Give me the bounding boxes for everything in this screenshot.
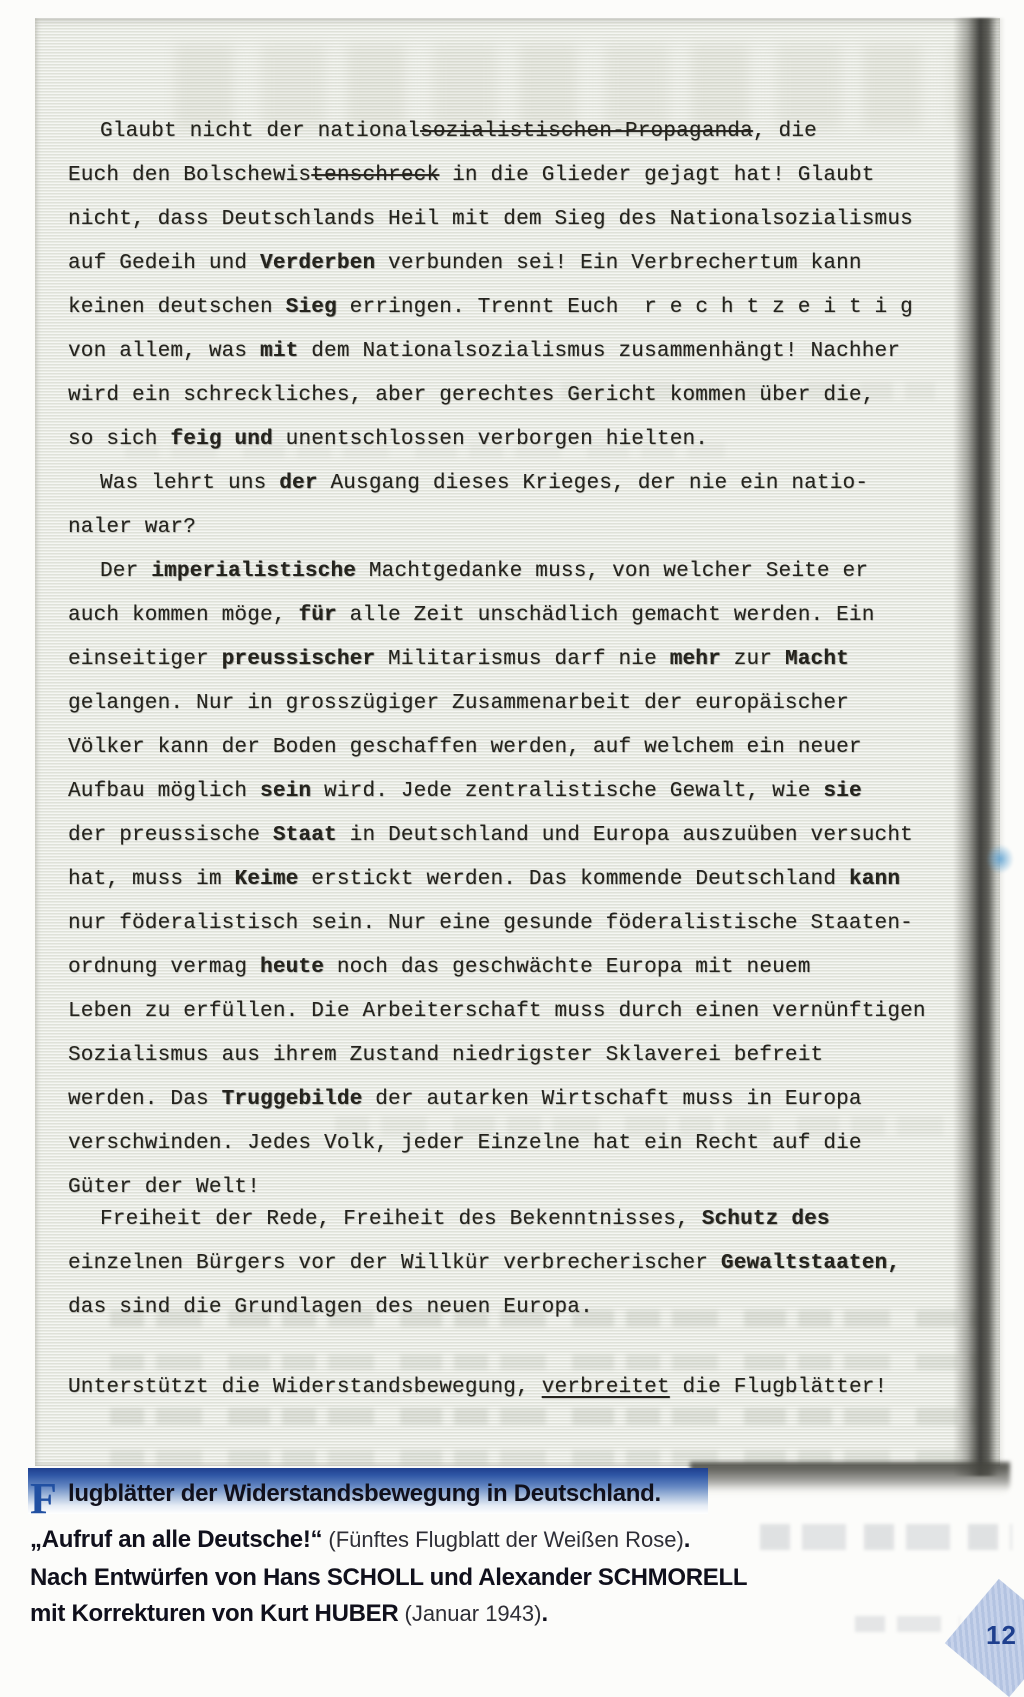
typed-text: sie (823, 780, 862, 803)
typed-text: Truggebilde (221, 1088, 363, 1111)
leaflet-line (68, 110, 948, 154)
typed-text: Völker kann der Boden geschaffen werden, auf welchem ein neuer (68, 736, 862, 759)
leaflet-bottom-shadow (690, 1462, 1010, 1496)
typed-text: nicht, dass Deutschlands Heil mit dem Sieg des Nationalsozialismus (68, 208, 913, 231)
typed-text: keinen deutschen (68, 296, 286, 319)
leaflet-line (68, 550, 948, 594)
typed-text: Macht (784, 648, 849, 671)
leaflet-line (68, 770, 948, 814)
leaflet-line (68, 814, 948, 858)
caption-title (30, 1474, 661, 1523)
leaflet-line (68, 682, 948, 726)
leaflet-line (68, 902, 948, 946)
typed-text: die Flugblätter! (669, 1376, 888, 1399)
leaflet-text (68, 110, 948, 1410)
caption-subtitle-light: (Fünftes Flugblatt der Weißen Rose) (322, 1527, 684, 1552)
caption-credit-light: (Januar 1943) (398, 1601, 542, 1626)
leaflet-line (68, 330, 948, 374)
caption-subtitle-bold: „Aufruf an alle Deutsche!“ (30, 1526, 323, 1553)
typed-text: auch kommen möge, (68, 604, 299, 627)
show-through-ghost (110, 1408, 978, 1425)
typed-text: Sieg (285, 296, 337, 319)
typed-text: wird ein schreckliches, aber gerechtes Gericht kommen über die, (68, 384, 875, 407)
leaflet-line (68, 462, 948, 506)
typed-text: imperialistische (151, 560, 357, 583)
typed-text: noch das geschwächte Europa mit neuem (324, 956, 811, 979)
leaflet-line (68, 1242, 948, 1286)
struck-text: tenschreck (311, 164, 440, 187)
typed-text: Sozialismus aus ihrem Zustand niedrigster Sklaverei befreit (68, 1044, 824, 1067)
leaflet-line (68, 506, 948, 550)
typed-text: erstickt werden. Das kommende Deutschland (298, 868, 849, 891)
typed-text: der autarken Wirtschaft muss in Europa (362, 1088, 862, 1111)
typed-text: Keime (234, 868, 299, 891)
typed-text: , die (752, 120, 817, 143)
leaflet-line (68, 638, 948, 682)
typed-text: verbunden sei! Ein Verbrechertum kann (375, 252, 862, 275)
blue-margin-mark (986, 844, 1014, 874)
typed-text: Was lehrt uns (100, 472, 280, 495)
typed-text: Machtgedanke muss, von welcher Seite er (356, 560, 869, 583)
leaflet-line (68, 1286, 948, 1330)
typed-text: Glaubt nicht der national (100, 120, 421, 143)
caption-title-text: lugblätter der Widerstandsbewegung in Deutschland. (68, 1480, 661, 1507)
typed-text: nur föderalistisch sein. Nur eine gesunde föderalistische Staaten- (68, 912, 913, 935)
typed-text: zur (720, 648, 785, 671)
leaflet-line (68, 594, 948, 638)
typed-text: Ausgang dieses Krieges, der nie ein natio- (317, 472, 869, 495)
caption-subtitle-end: . (683, 1526, 691, 1553)
caption-authors: Nach Entwürfen von Hans SCHOLL und Alexander SCHMORELL (30, 1564, 748, 1591)
leaflet-line (68, 1122, 948, 1166)
typed-text: preussischer (221, 648, 376, 671)
typed-text: dem Nationalsozialismus zusammenhängt! Nachher (298, 340, 901, 363)
typed-text: auf Gedeih und (68, 252, 261, 275)
typed-text: werden. Das (68, 1088, 222, 1111)
typed-text: das sind die Grundlagen des neuen Europa. (68, 1296, 593, 1319)
typed-text: naler war? (68, 516, 197, 539)
leaflet-line (68, 946, 948, 990)
typed-text: Aufbau möglich (68, 780, 261, 803)
show-through-ghost (855, 1616, 960, 1632)
typed-text: Gewaltstaaten, (720, 1252, 901, 1275)
typed-text: hat, muss im (68, 868, 235, 891)
leaflet-line (68, 1078, 948, 1122)
caption-subtitle (30, 1526, 690, 1554)
typed-text: ordnung vermag (68, 956, 261, 979)
leaflet-line (68, 374, 948, 418)
caption-initial: F (30, 1474, 57, 1523)
leaflet-line (68, 286, 948, 330)
typed-text: mehr (669, 648, 721, 671)
typed-text: für (298, 604, 337, 627)
typed-text: in Deutschland und Europa auszuüben versucht (336, 824, 913, 847)
typed-text: Staat (272, 824, 337, 847)
typed-text: einzelnen Bürgers vor der Willkür verbrecherischer (68, 1252, 721, 1275)
typed-text: unentschlossen verborgen hielten. (272, 428, 709, 451)
typed-text: alle Zeit unschädlich gemacht werden. Ein (336, 604, 875, 627)
typed-text: Freiheit der Rede, Freiheit des Bekenntnisses, (100, 1208, 702, 1231)
leaflet-line (68, 990, 948, 1034)
page-number-marker: 12 (986, 1620, 1017, 1650)
struck-text: sozialistischen-Propaganda (420, 120, 753, 143)
typed-text: der preussische (68, 824, 273, 847)
leaflet-line (68, 418, 948, 462)
leaflet-edge-shadow (953, 18, 1005, 1476)
typed-text: wird. Jede zentralistische Gewalt, wie (311, 780, 824, 803)
leaflet-line (68, 154, 948, 198)
leaflet-line (68, 1034, 948, 1078)
typed-text: feig und (170, 428, 273, 451)
typed-text: kann (848, 868, 901, 891)
typed-text: Güter der Welt! (68, 1176, 261, 1199)
typed-text: Leben zu erfüllen. Die Arbeiterschaft muss durch einen vernünftigen (68, 1000, 926, 1023)
typed-text: Verderben (260, 252, 376, 275)
typed-text: Euch den Bolschewis (68, 164, 312, 187)
typed-text: so sich (68, 428, 171, 451)
leaflet-line (68, 198, 948, 242)
typed-text: mit (260, 340, 299, 363)
typed-text: Unterstützt die Widerstandsbewegung, (68, 1376, 542, 1399)
typed-text: einseitiger (68, 648, 222, 671)
leaflet-line (68, 242, 948, 286)
caption-credit-bold: mit Korrekturen von Kurt HUBER (30, 1600, 399, 1627)
typed-text: heute (260, 956, 325, 979)
show-through-ghost (760, 1524, 1012, 1550)
typed-text: von allem, was (68, 340, 261, 363)
typed-text: erringen. Trennt Euch r e c h t z e i t i g (336, 296, 913, 319)
typed-text: sein (260, 780, 312, 803)
typed-text: Schutz des (701, 1208, 830, 1231)
typed-text: Der (100, 560, 152, 583)
leaflet-line (68, 858, 948, 902)
typed-text: gelangen. Nur in grosszügiger Zusammenarbeit der europäischer (68, 692, 849, 715)
typed-text: in die Glieder gejagt hat! Glaubt (439, 164, 875, 187)
caption-credit-end: . (541, 1600, 548, 1627)
typed-text: verschwinden. Jedes Volk, jeder Einzelne hat ein Recht auf die (68, 1132, 862, 1155)
underlined-text: verbreitet (541, 1376, 670, 1399)
leaflet-line (68, 1366, 948, 1410)
typed-text: der (279, 472, 318, 495)
leaflet-line (68, 726, 948, 770)
leaflet-line (68, 1198, 948, 1242)
caption-credit (30, 1600, 548, 1628)
typed-text: Militarismus darf nie (375, 648, 670, 671)
